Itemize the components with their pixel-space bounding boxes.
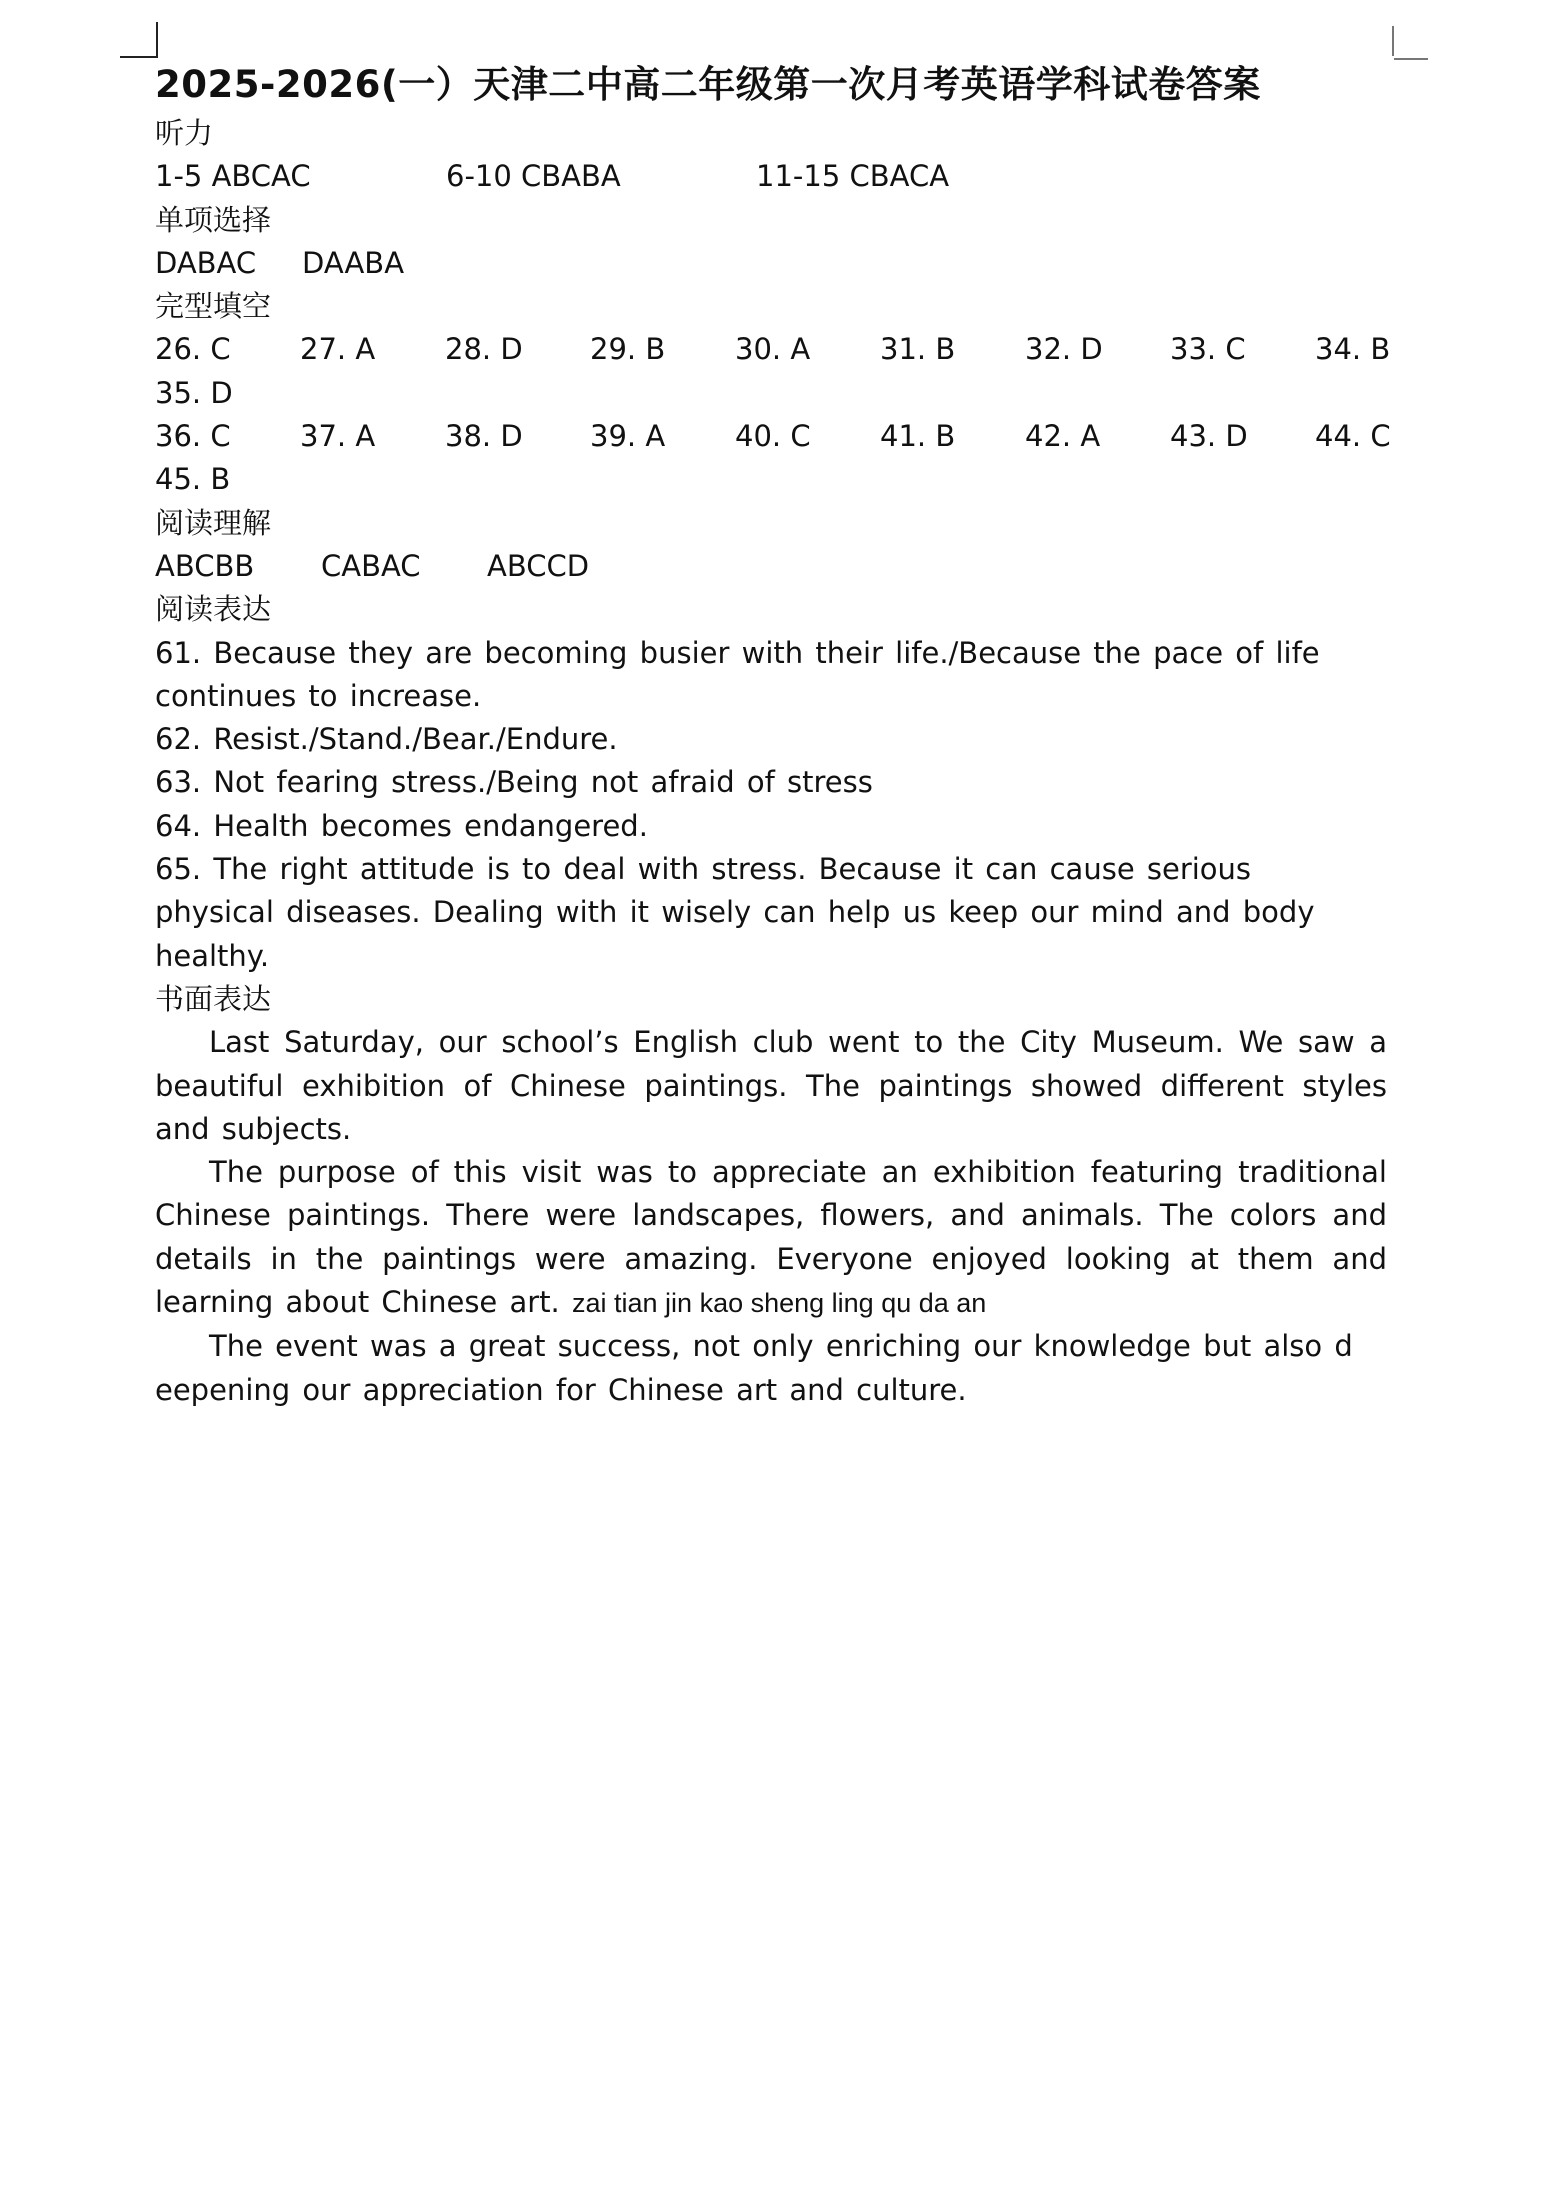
cloze-answer: 41. B [880, 419, 956, 454]
answer-group: 1-5 ABCAC [155, 159, 311, 194]
cloze-answer: 45. B [155, 462, 231, 497]
answer-group: 6-10 CBABA [446, 159, 621, 194]
essay-paragraph [155, 1151, 1387, 1325]
cloze-answer: 42. A [1025, 419, 1101, 454]
cloze-answer: 31. B [880, 332, 956, 367]
essay-paragraph-line: eepening our appreciation for Chinese art and culture. [155, 1372, 967, 1407]
crop-mark-top-left [120, 56, 158, 58]
essay-paragraph-text: The purpose of this visit was to appreciate an exhibition featuring traditional Chinese paintings. There were landscapes, flowers, and animals. The colors and details in the paintings were amazing. Everyone enjoyed looking at them and learning about Chinese art. [155, 1155, 1387, 1320]
answer-group: CABAC [321, 548, 421, 583]
cloze-answer: 28. D [445, 332, 523, 367]
expression-answer-61: 61. Because they are becoming busier with their life./Because the pace of life continues to increase. [155, 635, 1320, 713]
section-heading-reading-expression: 阅读表达 [155, 592, 272, 627]
answer-group: DAABA [302, 245, 405, 280]
cloze-answer: 29. B [590, 332, 666, 367]
document-title: 2025-2026(一）天津二中高二年级第一次月考英语学科试卷答案 [155, 63, 1261, 106]
expression-answer-62: 62. Resist./Stand./Bear./Endure. [155, 722, 618, 757]
cloze-answer: 26. C [155, 332, 231, 367]
cloze-answer: 35. D [155, 375, 233, 410]
watermark-text: zai tian jin kao sheng ling qu da an [572, 1288, 987, 1319]
answer-group: ABCBB [155, 548, 255, 583]
crop-mark-top-right [1394, 58, 1428, 60]
crop-mark-top-left [156, 22, 158, 58]
cloze-answer: 37. A [300, 419, 376, 454]
cloze-answer: 32. D [1025, 332, 1103, 367]
answer-group: ABCCD [487, 548, 590, 583]
cloze-answer: 33. C [1170, 332, 1246, 367]
cloze-answer: 30. A [735, 332, 811, 367]
answer-group: 11-15 CBACA [756, 159, 950, 194]
cloze-answer: 40. C [735, 419, 811, 454]
section-heading-cloze: 完型填空 [155, 289, 272, 324]
expression-answer-64: 64. Health becomes endangered. [155, 808, 648, 843]
crop-mark-top-right [1392, 26, 1394, 56]
answer-key-document [155, 58, 1395, 1412]
reading-answers [155, 545, 1395, 588]
single-choice-answers [155, 242, 1395, 285]
essay-paragraph-line: The event was a great success, not only enriching our knowledge but also d [209, 1329, 1353, 1364]
essay-paragraph: Last Saturday, our school’s English club went to the City Museum. We saw a beautiful exhibition of Chinese paintings. The paintings showed different styles and subjects. [155, 1025, 1387, 1146]
cloze-answer: 27. A [300, 332, 376, 367]
section-heading-reading: 阅读理解 [155, 505, 272, 540]
cloze-answers-row [155, 415, 1395, 458]
section-heading-listening: 听力 [155, 116, 214, 150]
answer-group: DABAC [155, 245, 257, 280]
cloze-answer: 44. C [1315, 419, 1391, 454]
cloze-answer: 43. D [1170, 419, 1248, 454]
section-heading-writing: 书面表达 [155, 981, 272, 1016]
expression-answer-63: 63. Not fearing stress./Being not afraid of stress [155, 765, 873, 800]
listening-answers [155, 155, 1395, 198]
cloze-answer: 38. D [445, 419, 523, 454]
cloze-answer: 34. B [1315, 332, 1391, 367]
cloze-answer: 36. C [155, 419, 231, 454]
cloze-answer: 39. A [590, 419, 666, 454]
expression-answer-65: 65. The right attitude is to deal with stress. Because it can cause serious physical diseases. Dealing with it wisely can help us keep our mind and body healthy. [155, 852, 1315, 973]
section-heading-single-choice: 单项选择 [155, 202, 272, 237]
cloze-answers-row [155, 328, 1395, 371]
